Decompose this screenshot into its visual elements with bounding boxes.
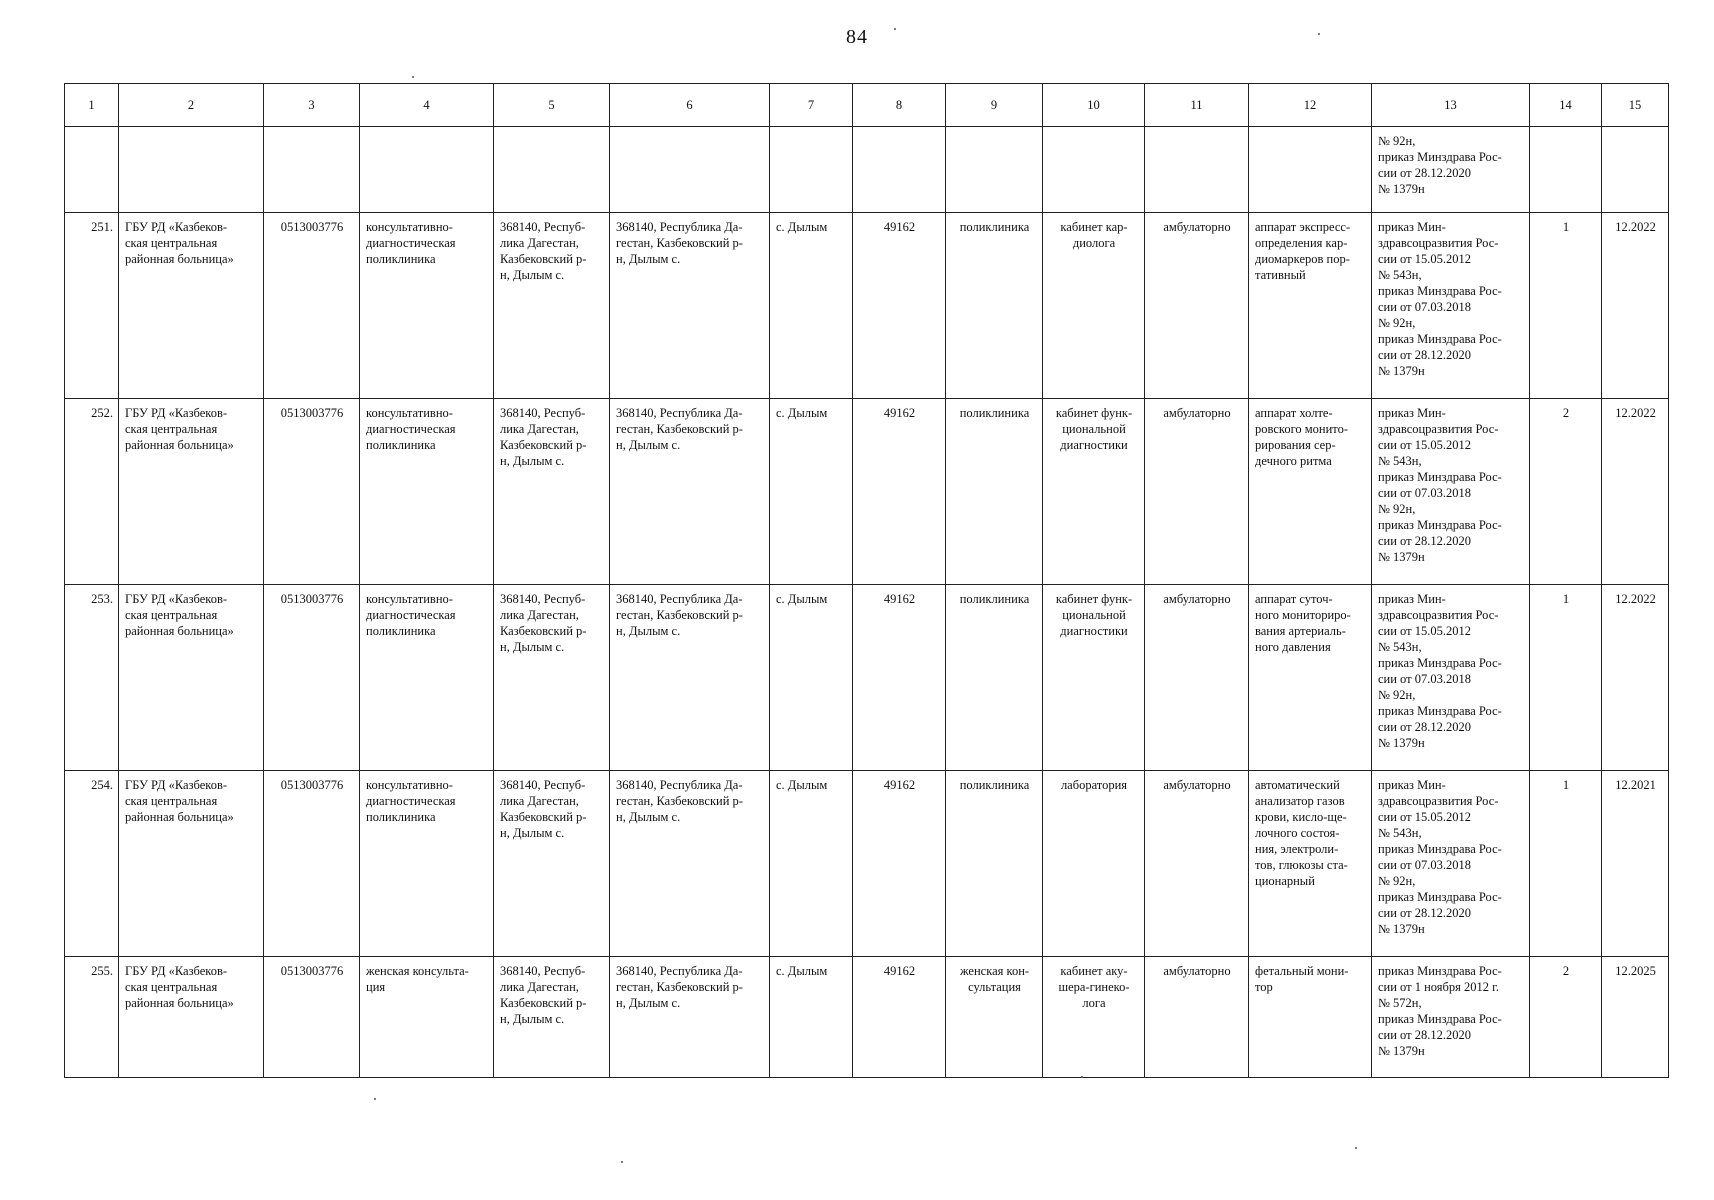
- row-number: 253.: [65, 585, 119, 771]
- organization-cell: ГБУ РД «Казбеков- ская центральная районная больница»: [119, 213, 264, 399]
- column-header: 1: [65, 84, 119, 127]
- unit-cell: поликлиника: [946, 771, 1043, 957]
- equipment-cell: фетальный мони- тор: [1249, 957, 1372, 1078]
- scan-speck: [1318, 33, 1320, 35]
- date-cell: 12.2021: [1602, 771, 1669, 957]
- legal-address-cell: 368140, Респуб- лика Дагестан, Казбековский р- н, Дылым с.: [494, 585, 610, 771]
- actual-address-cell: 368140, Республика Да- гестан, Казбековский р- н, Дылым с.: [610, 213, 770, 399]
- actual-address-cell: 368140, Республика Да- гестан, Казбековский р- н, Дылым с.: [610, 585, 770, 771]
- code-cell: 49162: [853, 213, 946, 399]
- care-mode-cell: амбулаторно: [1145, 213, 1249, 399]
- date-cell: 12.2022: [1602, 399, 1669, 585]
- legal-address-cell: 368140, Респуб- лика Дагестан, Казбековский р- н, Дылым с.: [494, 771, 610, 957]
- code-cell: 49162: [853, 957, 946, 1078]
- row-number: 252.: [65, 399, 119, 585]
- equipment-cell: аппарат экспресс- определения кар- диомаркеров пор- тативный: [1249, 213, 1372, 399]
- quantity-cell: 1: [1530, 771, 1602, 957]
- cabinet-cell: кабинет кар- диолога: [1043, 213, 1145, 399]
- legal-address-cell: 368140, Респуб- лика Дагестан, Казбековский р- н, Дылым с.: [494, 399, 610, 585]
- quantity-cell: 1: [1530, 585, 1602, 771]
- regulatory-doc-cell: приказ Мин- здравсоцразвития Рос- сии от 15.05.2012 № 543н, приказ Минздрава Рос- сии от 07.03.2018 № 92н, приказ Минздрава Рос- сии от 28.12.2020 № 1379н: [1372, 771, 1530, 957]
- regulatory-doc-cell: приказ Минздрава Рос- сии от 1 ноября 2012 г. № 572н, приказ Минздрава Рос- сии от 28.12.2020 № 1379н: [1372, 957, 1530, 1078]
- organization-cell: ГБУ РД «Казбеков- ская центральная районная больница»: [119, 585, 264, 771]
- locality-cell: с. Дылым: [770, 399, 853, 585]
- code-cell: 49162: [853, 771, 946, 957]
- quantity-cell: 2: [1530, 957, 1602, 1078]
- column-number-row: [65, 84, 1669, 127]
- date-cell: 12.2022: [1602, 213, 1669, 399]
- table-row: [65, 399, 1669, 585]
- unit-cell: поликлиника: [946, 213, 1043, 399]
- column-header: 6: [610, 84, 770, 127]
- locality-cell: с. Дылым: [770, 957, 853, 1078]
- cabinet-cell: кабинет аку- шера-гинеко- лога: [1043, 957, 1145, 1078]
- column-header: 7: [770, 84, 853, 127]
- regulatory-doc-cell: приказ Мин- здравсоцразвития Рос- сии от 15.05.2012 № 543н, приказ Минздрава Рос- сии от 07.03.2018 № 92н, приказ Минздрава Рос- сии от 28.12.2020 № 1379н: [1372, 213, 1530, 399]
- code-cell: 49162: [853, 399, 946, 585]
- organization-cell: ГБУ РД «Казбеков- ская центральная районная больница»: [119, 771, 264, 957]
- column-header: 5: [494, 84, 610, 127]
- unit-cell: поликлиника: [946, 399, 1043, 585]
- inn-cell: 0513003776: [264, 771, 360, 957]
- date-cell: 12.2025: [1602, 957, 1669, 1078]
- column-header: 10: [1043, 84, 1145, 127]
- facility-type-cell: консультативно- диагностическая поликлиника: [360, 213, 494, 399]
- row-number: 254.: [65, 771, 119, 957]
- regulatory-doc-cell: № 92н, приказ Минздрава Рос- сии от 28.12.2020 № 1379н: [1372, 127, 1530, 213]
- inn-cell: 0513003776: [264, 957, 360, 1078]
- scan-speck: [894, 28, 896, 30]
- table-row: [65, 585, 1669, 771]
- facility-type-cell: консультативно- диагностическая поликлиника: [360, 771, 494, 957]
- scan-speck: [621, 1161, 623, 1163]
- locality-cell: с. Дылым: [770, 771, 853, 957]
- column-header: 12: [1249, 84, 1372, 127]
- scan-speck: [412, 76, 414, 78]
- column-header: 13: [1372, 84, 1530, 127]
- inn-cell: 0513003776: [264, 399, 360, 585]
- date-cell: 12.2022: [1602, 585, 1669, 771]
- care-mode-cell: амбулаторно: [1145, 957, 1249, 1078]
- row-number: 255.: [65, 957, 119, 1078]
- legal-address-cell: 368140, Респуб- лика Дагестан, Казбековский р- н, Дылым с.: [494, 213, 610, 399]
- code-cell: 49162: [853, 585, 946, 771]
- facility-type-cell: консультативно- диагностическая поликлиника: [360, 585, 494, 771]
- column-header: 8: [853, 84, 946, 127]
- inn-cell: 0513003776: [264, 213, 360, 399]
- unit-cell: поликлиника: [946, 585, 1043, 771]
- cabinet-cell: кабинет функ- циональной диагностики: [1043, 585, 1145, 771]
- actual-address-cell: 368140, Республика Да- гестан, Казбековский р- н, Дылым с.: [610, 957, 770, 1078]
- column-header: 3: [264, 84, 360, 127]
- regulatory-doc-cell: приказ Мин- здравсоцразвития Рос- сии от 15.05.2012 № 543н, приказ Минздрава Рос- сии от 07.03.2018 № 92н, приказ Минздрава Рос- сии от 28.12.2020 № 1379н: [1372, 585, 1530, 771]
- cabinet-cell: кабинет функ- циональной диагностики: [1043, 399, 1145, 585]
- page-number: 84: [846, 26, 868, 48]
- cabinet-cell: лаборатория: [1043, 771, 1145, 957]
- column-header: 15: [1602, 84, 1669, 127]
- inn-cell: 0513003776: [264, 585, 360, 771]
- locality-cell: с. Дылым: [770, 213, 853, 399]
- column-header: 9: [946, 84, 1043, 127]
- regulatory-doc-cell: приказ Мин- здравсоцразвития Рос- сии от 15.05.2012 № 543н, приказ Минздрава Рос- сии от 07.03.2018 № 92н, приказ Минздрава Рос- сии от 28.12.2020 № 1379н: [1372, 399, 1530, 585]
- facility-type-cell: женская консульта- ция: [360, 957, 494, 1078]
- column-header: 11: [1145, 84, 1249, 127]
- equipment-cell: автоматический анализатор газов крови, кисло-ще- лочного состоя- ния, электроли- тов, глюкозы ста- ционарный: [1249, 771, 1372, 957]
- scan-speck: [374, 1098, 376, 1100]
- column-header: 14: [1530, 84, 1602, 127]
- equipment-registry-table: [64, 83, 1669, 1078]
- facility-type-cell: консультативно- диагностическая поликлиника: [360, 399, 494, 585]
- actual-address-cell: 368140, Республика Да- гестан, Казбековский р- н, Дылым с.: [610, 771, 770, 957]
- continuation-row: [65, 127, 1669, 213]
- table-row: [65, 771, 1669, 957]
- column-header: 4: [360, 84, 494, 127]
- care-mode-cell: амбулаторно: [1145, 399, 1249, 585]
- column-header: 2: [119, 84, 264, 127]
- quantity-cell: 1: [1530, 213, 1602, 399]
- row-number: 251.: [65, 213, 119, 399]
- scan-speck: [1355, 1147, 1357, 1149]
- locality-cell: с. Дылым: [770, 585, 853, 771]
- organization-cell: ГБУ РД «Казбеков- ская центральная районная больница»: [119, 957, 264, 1078]
- organization-cell: ГБУ РД «Казбеков- ская центральная районная больница»: [119, 399, 264, 585]
- table-row: [65, 957, 1669, 1078]
- equipment-cell: аппарат суточ- ного мониториро- вания артериаль- ного давления: [1249, 585, 1372, 771]
- table-row: [65, 213, 1669, 399]
- care-mode-cell: амбулаторно: [1145, 585, 1249, 771]
- care-mode-cell: амбулаторно: [1145, 771, 1249, 957]
- equipment-cell: аппарат холте- ровского монито- рирования сер- дечного ритма: [1249, 399, 1372, 585]
- unit-cell: женская кон- сультация: [946, 957, 1043, 1078]
- quantity-cell: 2: [1530, 399, 1602, 585]
- scan-speck: [1081, 1076, 1083, 1078]
- actual-address-cell: 368140, Республика Да- гестан, Казбековский р- н, Дылым с.: [610, 399, 770, 585]
- legal-address-cell: 368140, Респуб- лика Дагестан, Казбековский р- н, Дылым с.: [494, 957, 610, 1078]
